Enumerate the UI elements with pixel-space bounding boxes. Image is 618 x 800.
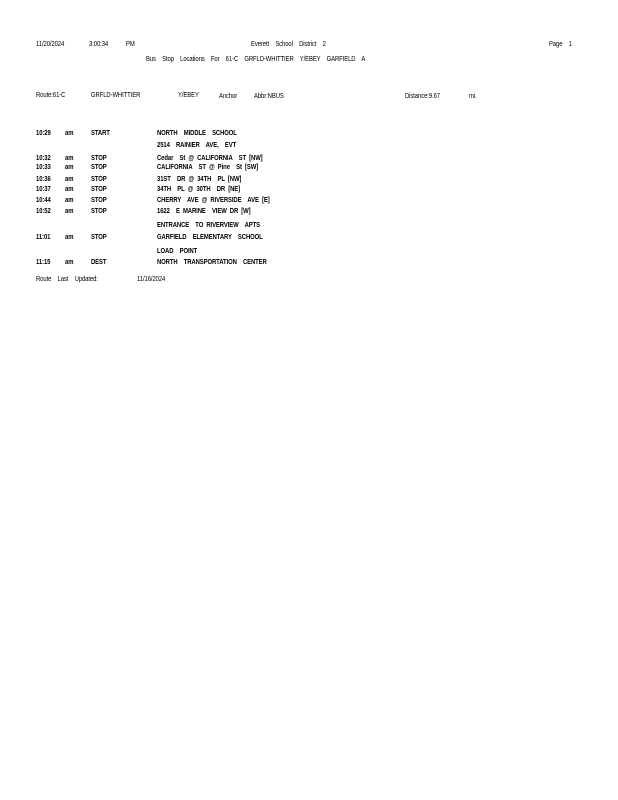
stop-time: 10:44 — [36, 195, 51, 204]
stop-type: STOP — [91, 232, 107, 241]
route-updated-date: 11/16/2024 — [137, 274, 166, 283]
stop-type: DEST — [91, 257, 107, 266]
stop-time: 10:36 — [36, 174, 51, 183]
stop-location: 1622 E MARINE VIEW DR [W] — [157, 206, 251, 215]
route-name: GRFLD-WHITTIER — [91, 90, 141, 99]
stop-ampm: am — [65, 206, 74, 215]
stop-location: LOAD POINT — [157, 246, 198, 255]
stop-ampm: am — [65, 195, 74, 204]
route-abbr: Abbr:NBUS — [254, 91, 284, 100]
report-time: 3:00:34 — [89, 39, 109, 48]
stop-time: 10:52 — [36, 206, 51, 215]
stop-ampm: am — [65, 232, 74, 241]
stop-ampm: am — [65, 257, 74, 266]
stop-location: CALIFORNIA ST @ Pine St [SW] — [157, 162, 259, 171]
stop-ampm: am — [65, 153, 74, 162]
stop-time: 10:37 — [36, 184, 51, 193]
report-date: 11/20/2024 — [36, 39, 65, 48]
stop-type: STOP — [91, 184, 107, 193]
route-updated-label: Route Last Updated: — [36, 274, 98, 283]
route-id: Route:61-C — [36, 90, 66, 99]
stop-location: NORTH TRANSPORTATION CENTER — [157, 257, 267, 266]
route-distance: Distance:9.67 — [405, 91, 440, 100]
page-number: Page 1 — [549, 39, 572, 48]
stop-location: CHERRY AVE @ RIVERSIDE AVE [E] — [157, 195, 270, 204]
stop-type: STOP — [91, 174, 107, 183]
stop-location: NORTH MIDDLE SCHOOL — [157, 128, 237, 137]
report-ampm: PM — [126, 39, 135, 48]
stop-type: STOP — [91, 153, 107, 162]
stop-ampm: am — [65, 174, 74, 183]
stop-time: 10:33 — [36, 162, 51, 171]
stop-location: 34TH PL @ 30TH DR [NE] — [157, 184, 241, 193]
stop-location: 31ST DR @ 34TH PL [NW] — [157, 174, 242, 183]
route-y-ebey: Y/EBEY — [178, 90, 199, 99]
report-subtitle: Bus Stop Locations For 61-C GRFLD-WHITTIER Y/EBEY GARFIELD A — [146, 54, 366, 63]
stop-time: 11:01 — [36, 232, 51, 241]
stop-ampm: am — [65, 162, 74, 171]
stop-time: 10:29 — [36, 128, 51, 137]
stop-time: 10:32 — [36, 153, 51, 162]
stop-type: STOP — [91, 195, 107, 204]
distance-unit: mi. — [469, 91, 477, 100]
district-title: Everett School District 2 — [251, 39, 326, 48]
route-anchor: Anchor — [219, 91, 238, 100]
stop-location: Cedar St @ CALIFORNIA ST [NW] — [157, 153, 263, 162]
stop-time: 11:15 — [36, 257, 51, 266]
stop-location: GARFIELD ELEMENTARY SCHOOL — [157, 232, 263, 241]
stop-ampm: am — [65, 128, 74, 137]
stop-type: STOP — [91, 162, 107, 171]
stop-location: ENTRANCE TO RIVERVIEW APTS — [157, 220, 260, 229]
stop-type: START — [91, 128, 110, 137]
stop-type: STOP — [91, 206, 107, 215]
stop-location: 2514 RAINIER AVE, EVT — [157, 140, 237, 149]
stop-ampm: am — [65, 184, 74, 193]
